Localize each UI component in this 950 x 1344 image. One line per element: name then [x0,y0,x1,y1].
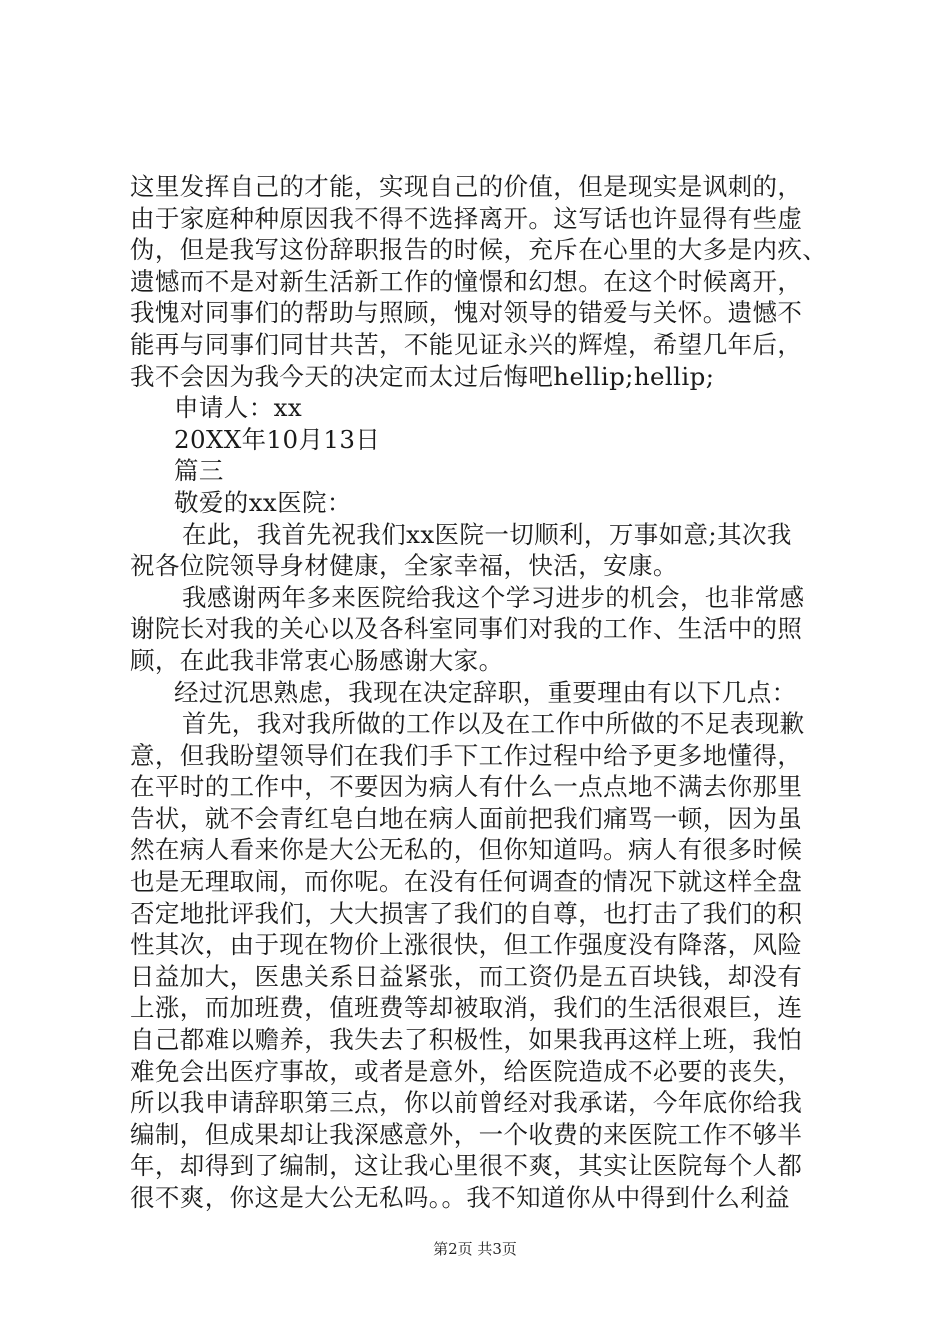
text-line: 在此，我首先祝我们xx医院一切顺利，万事如意;其次我 [182,519,792,549]
text-line: 性其次，由于现在物价上涨很快，但工作强度没有降落，风险 [130,930,803,960]
text-line: 自己都难以赡养，我失去了积极性，如果我再这样上班，我怕 [130,1025,803,1055]
applicant-line: 申请人：xx [174,393,303,423]
text-line: 首先，我对我所做的工作以及在工作中所做的不足表现歉 [182,709,805,739]
text-line: 我感谢两年多来医院给我这个学习进步的机会，也非常感 [182,582,805,612]
text-line: 然在病人看来你是大公无私的，但你知道吗。病人有很多时候 [130,835,803,865]
text-line: 很不爽，你这是大公无私吗。。我不知道你从中得到什么利益 [130,1183,791,1212]
text-line: 伪，但是我写这份辞职报告的时候，充斥在心里的大多是内疚、 [130,235,828,265]
date-line: 20XX年10月13日 [174,424,381,454]
text-line: 年，却得到了编制，这让我心里很不爽，其实让医院每个人都 [130,1151,803,1181]
text-line: 祝各位院领导身材健康，全家幸福，快活，安康。 [130,551,678,581]
text-line: 也是无理取闹，而你呢。在没有任何调查的情况下就这样全盘 [130,867,803,897]
text-line: 告状，就不会青红皂白地在病人面前把我们痛骂一顿，因为虽 [130,803,803,833]
text-line: 所以我申请辞职第三点，你以前曾经对我承诺，今年底你给我 [130,1088,803,1118]
text-line: 这里发挥自己的才能，实现自己的价值，但是现实是讽刺的， [130,172,803,201]
text-line: 顾，在此我非常衷心肠感谢大家。 [130,645,504,675]
text-line: 谢院长对我的关心以及各科室同事们对我的工作、生活中的照 [130,614,803,644]
text-line: 上涨，而加班费，值班费等却被取消，我们的生活很艰巨，连 [130,993,803,1023]
text-line: 编制，但成果却让我深感意外，一个收费的来医院工作不够半 [130,1119,803,1149]
text-line: 难免会出医疗事故，或者是意外，给医院造成不必要的丧失， [130,1056,803,1086]
text-line: 遗憾而不是对新生活新工作的憧憬和幻想。在这个时候离开， [130,266,803,296]
text-line: 否定地批评我们，大大损害了我们的自尊，也打击了我们的积 [130,898,803,928]
text-line: 日益加大，医患关系日益紧张，而工资仍是五百块钱，却没有 [130,961,803,991]
text-line: 我不会因为我今天的决定而太过后悔吧hellip;hellip; [130,361,715,391]
text-line: 能再与同事们同甘共苦，不能见证永兴的辉煌，希望几年后， [130,329,803,359]
text-line: 经过沉思熟虑，我现在决定辞职，重要理由有以下几点： [174,677,797,707]
text-line: 在平时的工作中，不要因为病人有什么一点点地不满去你那里 [130,772,803,802]
text-line: 意，但我盼望领导们在我们手下工作过程中给予更多地懂得， [130,740,803,770]
section-heading: 篇三 [174,456,224,486]
page-footer: 第2页 共3页 [433,1240,517,1258]
salutation: 敬爱的xx医院： [174,487,352,517]
document-body [130,171,840,1214]
text-line: 我愧对同事们的帮助与照顾，愧对领导的错爱与关怀。遗憾不 [130,298,803,328]
text-line: 由于家庭种种原因我不得不选择离开。这写话也许显得有些虚 [130,203,803,233]
